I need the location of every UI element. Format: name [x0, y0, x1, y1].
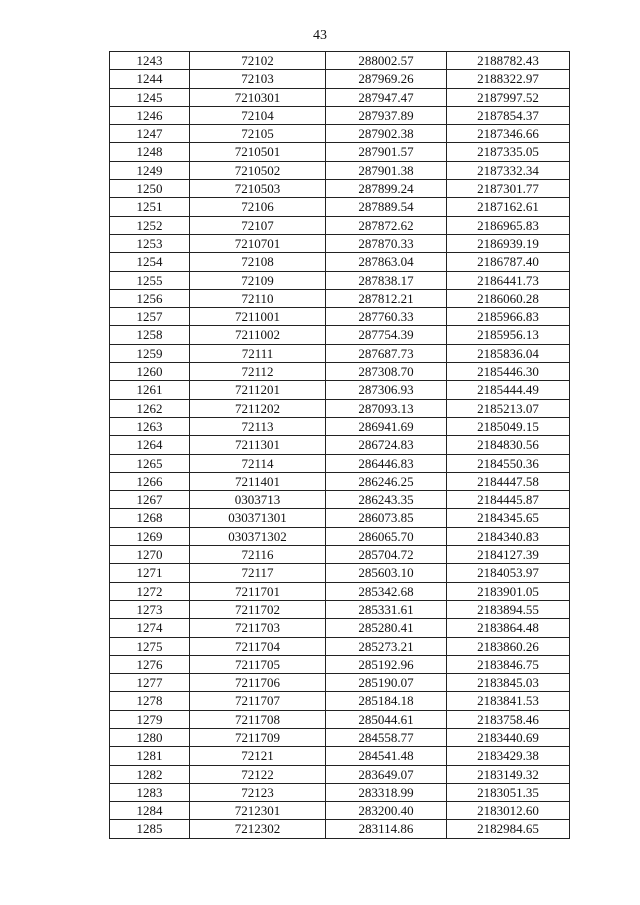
point-id-cell: 7211002	[190, 326, 326, 344]
x-coordinate-cell: 287812.21	[326, 289, 447, 307]
x-coordinate-cell: 283649.07	[326, 765, 447, 783]
row-number-cell: 1264	[110, 436, 190, 454]
point-id-cell: 72113	[190, 417, 326, 435]
row-number-cell: 1250	[110, 180, 190, 198]
table-row	[110, 180, 570, 198]
y-coordinate-cell: 2184445.87	[447, 491, 570, 509]
x-coordinate-cell: 286246.25	[326, 472, 447, 490]
table-row	[110, 765, 570, 783]
point-id-cell: 72121	[190, 747, 326, 765]
point-id-cell: 72108	[190, 253, 326, 271]
point-id-cell: 72122	[190, 765, 326, 783]
x-coordinate-cell: 287687.73	[326, 344, 447, 362]
point-id-cell: 72109	[190, 271, 326, 289]
table-row	[110, 600, 570, 618]
x-coordinate-cell: 285280.41	[326, 619, 447, 637]
row-number-cell: 1270	[110, 546, 190, 564]
point-id-cell: 72102	[190, 52, 326, 70]
y-coordinate-cell: 2184830.56	[447, 436, 570, 454]
x-coordinate-cell: 287838.17	[326, 271, 447, 289]
row-number-cell: 1266	[110, 472, 190, 490]
row-number-cell: 1283	[110, 783, 190, 801]
x-coordinate-cell: 287947.47	[326, 88, 447, 106]
table-row	[110, 216, 570, 234]
table-row	[110, 454, 570, 472]
table-row	[110, 289, 570, 307]
x-coordinate-cell: 287306.93	[326, 381, 447, 399]
x-coordinate-cell: 285192.96	[326, 655, 447, 673]
point-id-cell: 030371302	[190, 527, 326, 545]
row-number-cell: 1251	[110, 198, 190, 216]
table-row	[110, 527, 570, 545]
table-row	[110, 161, 570, 179]
table-row	[110, 637, 570, 655]
y-coordinate-cell: 2187301.77	[447, 180, 570, 198]
y-coordinate-cell: 2184127.39	[447, 546, 570, 564]
table-row	[110, 655, 570, 673]
point-id-cell: 72111	[190, 344, 326, 362]
table-row	[110, 546, 570, 564]
table-row	[110, 253, 570, 271]
x-coordinate-cell: 285190.07	[326, 674, 447, 692]
y-coordinate-cell: 2187335.05	[447, 143, 570, 161]
point-id-cell: 72117	[190, 564, 326, 582]
x-coordinate-cell: 283200.40	[326, 802, 447, 820]
point-id-cell: 72116	[190, 546, 326, 564]
row-number-cell: 1255	[110, 271, 190, 289]
table-row	[110, 747, 570, 765]
x-coordinate-cell: 285184.18	[326, 692, 447, 710]
point-id-cell: 7211707	[190, 692, 326, 710]
table-row	[110, 106, 570, 124]
y-coordinate-cell: 2183845.03	[447, 674, 570, 692]
row-number-cell: 1248	[110, 143, 190, 161]
row-number-cell: 1279	[110, 710, 190, 728]
x-coordinate-cell: 287901.38	[326, 161, 447, 179]
row-number-cell: 1256	[110, 289, 190, 307]
row-number-cell: 1245	[110, 88, 190, 106]
row-number-cell: 1280	[110, 728, 190, 746]
y-coordinate-cell: 2183894.55	[447, 600, 570, 618]
point-id-cell: 72107	[190, 216, 326, 234]
x-coordinate-cell: 287308.70	[326, 363, 447, 381]
table-row	[110, 509, 570, 527]
x-coordinate-cell: 286073.85	[326, 509, 447, 527]
point-id-cell: 72104	[190, 106, 326, 124]
row-number-cell: 1284	[110, 802, 190, 820]
y-coordinate-cell: 2183860.26	[447, 637, 570, 655]
y-coordinate-cell: 2183051.35	[447, 783, 570, 801]
y-coordinate-cell: 2182984.65	[447, 820, 570, 838]
table-row	[110, 52, 570, 70]
x-coordinate-cell: 284558.77	[326, 728, 447, 746]
y-coordinate-cell: 2183012.60	[447, 802, 570, 820]
table-row	[110, 198, 570, 216]
x-coordinate-cell: 287870.33	[326, 234, 447, 252]
x-coordinate-cell: 287937.89	[326, 106, 447, 124]
x-coordinate-cell: 287902.38	[326, 125, 447, 143]
page-number: 43	[313, 28, 327, 43]
x-coordinate-cell: 287969.26	[326, 70, 447, 88]
y-coordinate-cell: 2188782.43	[447, 52, 570, 70]
table-body	[110, 52, 570, 839]
x-coordinate-cell: 286941.69	[326, 417, 447, 435]
row-number-cell: 1285	[110, 820, 190, 838]
y-coordinate-cell: 2184550.36	[447, 454, 570, 472]
row-number-cell: 1261	[110, 381, 190, 399]
row-number-cell: 1268	[110, 509, 190, 527]
table-row	[110, 344, 570, 362]
row-number-cell: 1243	[110, 52, 190, 70]
x-coordinate-cell: 287899.24	[326, 180, 447, 198]
table-row	[110, 802, 570, 820]
x-coordinate-cell: 284541.48	[326, 747, 447, 765]
table-row	[110, 564, 570, 582]
x-coordinate-cell: 285603.10	[326, 564, 447, 582]
point-id-cell: 72112	[190, 363, 326, 381]
point-id-cell: 72105	[190, 125, 326, 143]
table-row	[110, 710, 570, 728]
y-coordinate-cell: 2183429.38	[447, 747, 570, 765]
row-number-cell: 1276	[110, 655, 190, 673]
table-row	[110, 728, 570, 746]
row-number-cell: 1259	[110, 344, 190, 362]
point-id-cell: 72123	[190, 783, 326, 801]
y-coordinate-cell: 2184345.65	[447, 509, 570, 527]
table-row	[110, 692, 570, 710]
table-row	[110, 436, 570, 454]
y-coordinate-cell: 2184447.58	[447, 472, 570, 490]
point-id-cell: 7211001	[190, 308, 326, 326]
row-number-cell: 1269	[110, 527, 190, 545]
row-number-cell: 1262	[110, 399, 190, 417]
x-coordinate-cell: 285273.21	[326, 637, 447, 655]
row-number-cell: 1273	[110, 600, 190, 618]
point-id-cell: 72110	[190, 289, 326, 307]
y-coordinate-cell: 2183758.46	[447, 710, 570, 728]
y-coordinate-cell: 2187346.66	[447, 125, 570, 143]
y-coordinate-cell: 2187997.52	[447, 88, 570, 106]
x-coordinate-cell: 287872.62	[326, 216, 447, 234]
table-row	[110, 308, 570, 326]
table-row	[110, 271, 570, 289]
row-number-cell: 1260	[110, 363, 190, 381]
row-number-cell: 1263	[110, 417, 190, 435]
x-coordinate-cell: 286446.83	[326, 454, 447, 472]
row-number-cell: 1281	[110, 747, 190, 765]
table-row	[110, 491, 570, 509]
row-number-cell: 1274	[110, 619, 190, 637]
x-coordinate-cell: 287760.33	[326, 308, 447, 326]
x-coordinate-cell: 288002.57	[326, 52, 447, 70]
point-id-cell: 7212302	[190, 820, 326, 838]
x-coordinate-cell: 286724.83	[326, 436, 447, 454]
table-row	[110, 417, 570, 435]
row-number-cell: 1246	[110, 106, 190, 124]
point-id-cell: 7212301	[190, 802, 326, 820]
point-id-cell: 7210503	[190, 180, 326, 198]
y-coordinate-cell: 2183149.32	[447, 765, 570, 783]
y-coordinate-cell: 2184340.83	[447, 527, 570, 545]
point-id-cell: 7211201	[190, 381, 326, 399]
row-number-cell: 1253	[110, 234, 190, 252]
y-coordinate-cell: 2186939.19	[447, 234, 570, 252]
row-number-cell: 1244	[110, 70, 190, 88]
table-row	[110, 582, 570, 600]
y-coordinate-cell: 2186965.83	[447, 216, 570, 234]
y-coordinate-cell: 2183901.05	[447, 582, 570, 600]
point-id-cell: 7210501	[190, 143, 326, 161]
point-id-cell: 72103	[190, 70, 326, 88]
point-id-cell: 7211202	[190, 399, 326, 417]
x-coordinate-cell: 283318.99	[326, 783, 447, 801]
point-id-cell: 7211703	[190, 619, 326, 637]
y-coordinate-cell: 2183440.69	[447, 728, 570, 746]
point-id-cell: 7210502	[190, 161, 326, 179]
y-coordinate-cell: 2183864.48	[447, 619, 570, 637]
point-id-cell: 7211704	[190, 637, 326, 655]
y-coordinate-cell: 2185446.30	[447, 363, 570, 381]
table-row	[110, 88, 570, 106]
point-id-cell: 0303713	[190, 491, 326, 509]
y-coordinate-cell: 2185836.04	[447, 344, 570, 362]
table-row	[110, 381, 570, 399]
table-row	[110, 619, 570, 637]
point-id-cell: 7211301	[190, 436, 326, 454]
y-coordinate-cell: 2184053.97	[447, 564, 570, 582]
y-coordinate-cell: 2183846.75	[447, 655, 570, 673]
row-number-cell: 1265	[110, 454, 190, 472]
row-number-cell: 1257	[110, 308, 190, 326]
point-id-cell: 030371301	[190, 509, 326, 527]
y-coordinate-cell: 2185049.15	[447, 417, 570, 435]
y-coordinate-cell: 2187332.34	[447, 161, 570, 179]
table-row	[110, 363, 570, 381]
row-number-cell: 1249	[110, 161, 190, 179]
point-id-cell: 7211708	[190, 710, 326, 728]
point-id-cell: 7210301	[190, 88, 326, 106]
y-coordinate-cell: 2185213.07	[447, 399, 570, 417]
y-coordinate-cell: 2185444.49	[447, 381, 570, 399]
x-coordinate-cell: 283114.86	[326, 820, 447, 838]
point-id-cell: 7211709	[190, 728, 326, 746]
x-coordinate-cell: 287754.39	[326, 326, 447, 344]
coordinates-table	[109, 51, 570, 839]
x-coordinate-cell: 285342.68	[326, 582, 447, 600]
x-coordinate-cell: 287093.13	[326, 399, 447, 417]
table-row	[110, 674, 570, 692]
x-coordinate-cell: 287901.57	[326, 143, 447, 161]
point-id-cell: 72106	[190, 198, 326, 216]
point-id-cell: 7211701	[190, 582, 326, 600]
table-row	[110, 472, 570, 490]
point-id-cell: 7211401	[190, 472, 326, 490]
point-id-cell: 7210701	[190, 234, 326, 252]
row-number-cell: 1277	[110, 674, 190, 692]
row-number-cell: 1247	[110, 125, 190, 143]
table-row	[110, 234, 570, 252]
y-coordinate-cell: 2185966.83	[447, 308, 570, 326]
y-coordinate-cell: 2186441.73	[447, 271, 570, 289]
y-coordinate-cell: 2186060.28	[447, 289, 570, 307]
table-row	[110, 143, 570, 161]
table-row	[110, 70, 570, 88]
y-coordinate-cell: 2187162.61	[447, 198, 570, 216]
y-coordinate-cell: 2186787.40	[447, 253, 570, 271]
y-coordinate-cell: 2187854.37	[447, 106, 570, 124]
row-number-cell: 1275	[110, 637, 190, 655]
point-id-cell: 7211702	[190, 600, 326, 618]
x-coordinate-cell: 287889.54	[326, 198, 447, 216]
row-number-cell: 1258	[110, 326, 190, 344]
table-row	[110, 399, 570, 417]
point-id-cell: 7211706	[190, 674, 326, 692]
table-row	[110, 125, 570, 143]
point-id-cell: 72114	[190, 454, 326, 472]
y-coordinate-cell: 2183841.53	[447, 692, 570, 710]
y-coordinate-cell: 2185956.13	[447, 326, 570, 344]
row-number-cell: 1252	[110, 216, 190, 234]
row-number-cell: 1267	[110, 491, 190, 509]
x-coordinate-cell: 287863.04	[326, 253, 447, 271]
x-coordinate-cell: 286065.70	[326, 527, 447, 545]
x-coordinate-cell: 285704.72	[326, 546, 447, 564]
point-id-cell: 7211705	[190, 655, 326, 673]
row-number-cell: 1271	[110, 564, 190, 582]
row-number-cell: 1278	[110, 692, 190, 710]
x-coordinate-cell: 285331.61	[326, 600, 447, 618]
table-row	[110, 783, 570, 801]
x-coordinate-cell: 285044.61	[326, 710, 447, 728]
row-number-cell: 1272	[110, 582, 190, 600]
table-row	[110, 820, 570, 838]
row-number-cell: 1282	[110, 765, 190, 783]
y-coordinate-cell: 2188322.97	[447, 70, 570, 88]
row-number-cell: 1254	[110, 253, 190, 271]
x-coordinate-cell: 286243.35	[326, 491, 447, 509]
table-row	[110, 326, 570, 344]
